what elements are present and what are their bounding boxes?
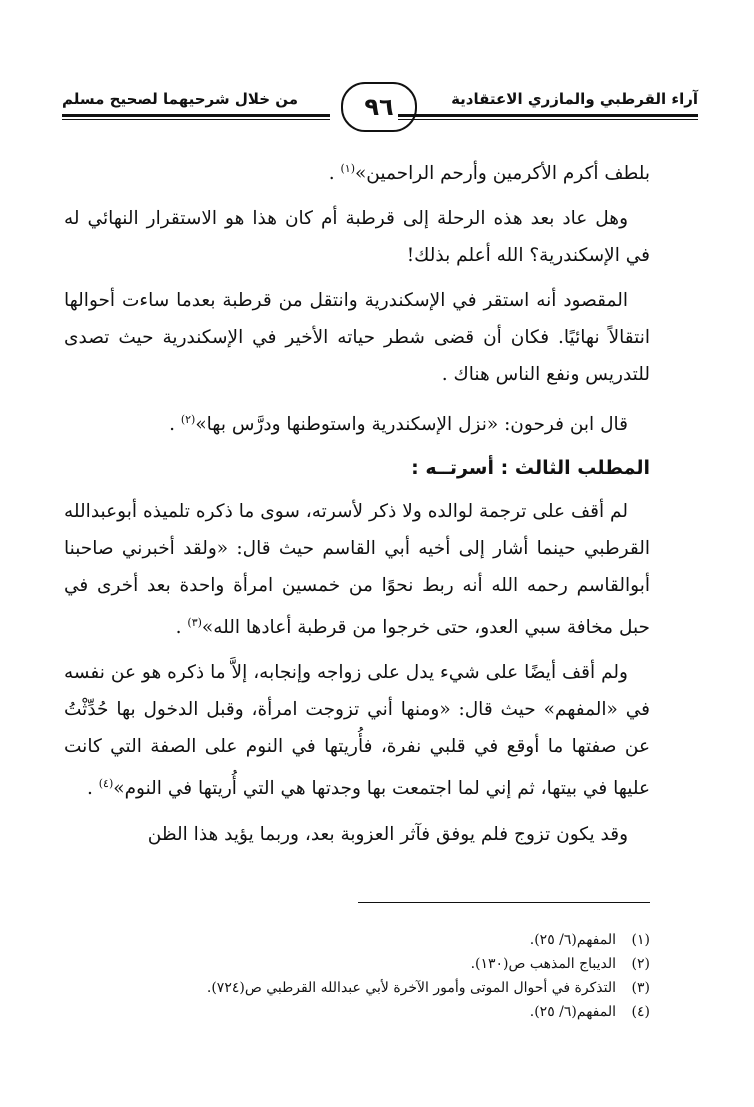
paragraph: ولم أقف أيضًا على شيء يدل على زواجه وإنجابه، إلاَّ ما ذكره هو عن نفسه في «المفهم» حيث قال: «ومنها أني تزوجت امرأة، وقبل الدخول بها حُدِّثْتُ عن صفتها ما أوقع في قلبي نفرة، فأُريتها في النوم على الصفة التي كانت عليها في بيتها، ثم إني لما اجتمعت بها وجدتها هي التي أُريتها في النوم»$^{(٤)}$ . <box>64 662 650 800</box>
footnote-number: (٣) <box>631 980 650 996</box>
section-heading: المطلب الثالث : أسرتــه : <box>411 457 650 480</box>
footnote-separator <box>358 902 650 903</box>
footnote-text: التذكرة في أحوال الموتى وأمور الآخرة لأبي عبدالله القرطبي ص(٧٢٤). <box>206 980 616 996</box>
footnote-text: الديباج المذهب ص(١٣٠). <box>470 956 616 972</box>
footnote-item <box>90 976 650 1000</box>
paragraph: وقد يكون تزوج فلم يوفق فآثر العزوبة بعد، وربما يؤيد هذا الظن <box>147 823 628 845</box>
header-rule-left <box>62 114 330 117</box>
paragraph: وهل عاد بعد هذه الرحلة إلى قرطبة أم كان هذا هو الاستقرار النهائي له في الإسكندرية؟ الله أعلم بذلك! <box>64 208 650 267</box>
footnote-item <box>90 952 650 976</box>
footnote-ref[interactable]: (٤) <box>98 777 114 791</box>
footnote-ref[interactable]: (١) <box>340 162 355 175</box>
footnote-number: (٢) <box>631 956 650 972</box>
footnote-ref[interactable]: (٣) <box>187 616 202 630</box>
footnote-text: المفهم(٦/ ٢٥). <box>529 932 616 948</box>
header-rule-right <box>398 114 698 117</box>
header-thin-rule-right <box>398 119 698 120</box>
footnote-text: المفهم(٦/ ٢٥). <box>529 1004 616 1020</box>
paragraph: لم أقف على ترجمة لوالده ولا ذكر لأسرته، سوى ما ذكره تلميذه أبوعبدالله القرطبي حينما أشار إلى أخيه أبي القاسم حيث قال: «ولقد أخبرني صاحبنا أبوالقاسم رحمه الله أنه ربط نحوًا من خمسين امرأة واحدة بعد أخرى في حبل مخافة سبي العدو، حتى خرجوا من قرطبة أعادها الله»$^{(٣)}$ . <box>64 501 650 639</box>
footnote-item <box>90 1000 650 1024</box>
footnote-ref[interactable]: (٢) <box>180 413 196 427</box>
footnotes <box>90 928 650 1024</box>
header-book-title: آراء القرطبي والمازري الاعتقادية <box>451 90 698 108</box>
main-text <box>64 150 650 861</box>
paragraph: المقصود أنه استقر في الإسكندرية وانتقل من قرطبة بعدما ساءت أحوالها انتقالاً نهائيًا. فكان أن قضى شطر حياته الأخير في الإسكندرية حيث تصدى للتدريس ونفع الناس هناك . <box>64 290 650 386</box>
footnote-item <box>90 928 650 952</box>
paragraph: بلطف أكرم الأكرمين وأرحم الراحمين»$^{(١)}$ . <box>328 162 650 185</box>
page-number: ٩٦ <box>341 82 417 132</box>
footnote-number: (٤) <box>631 1004 650 1020</box>
page-header <box>62 78 698 138</box>
footnote-number: (١) <box>631 932 650 948</box>
header-thin-rule-left <box>62 119 330 120</box>
paragraph: قال ابن فرحون: «نزل الإسكندرية واستوطنها ودرَّس بها»$^{(٢)}$ . <box>169 413 628 436</box>
header-subtitle: من خلال شرحيهما لصحيح مسلم <box>62 90 299 108</box>
